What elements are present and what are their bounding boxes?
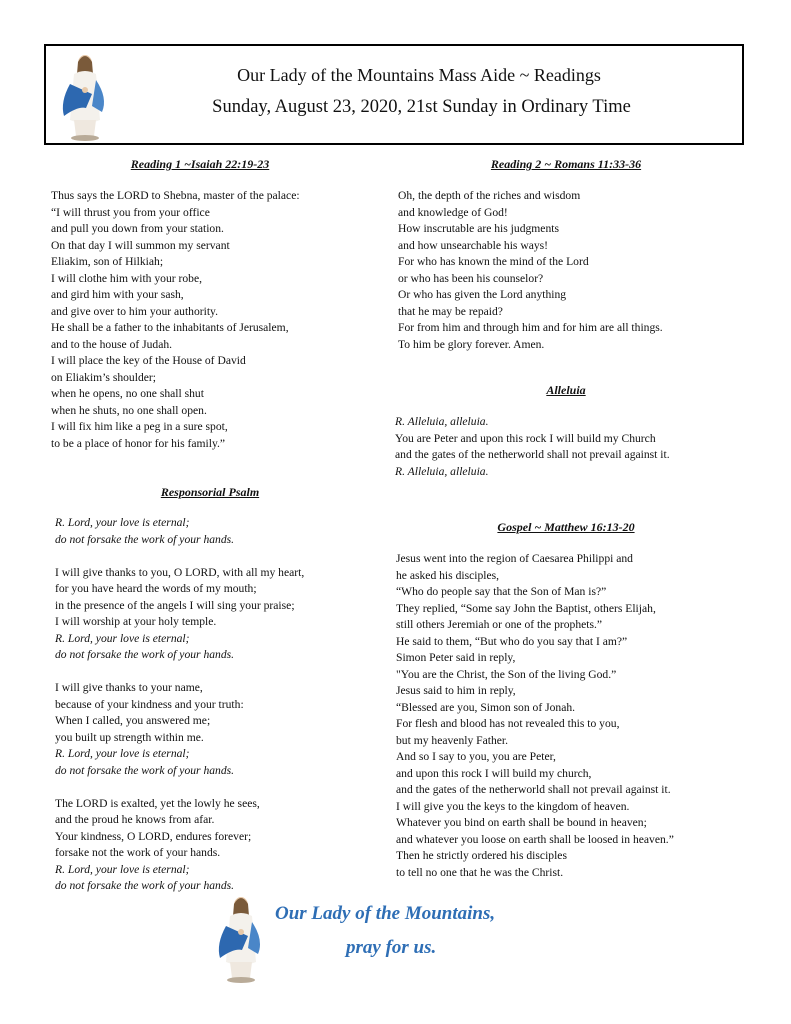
psalm-line: in the presence of the angels I will sing your praise; [55,598,295,612]
reading1-line: and pull you down from your station. [51,222,224,235]
alleluia-response: R. Alleluia, alleluia. [395,415,489,428]
alleluia-text [395,414,670,480]
psalm-text [55,515,304,895]
psalm-line: I will give thanks to your name, [55,681,203,694]
madonna-statue-icon [56,50,114,142]
gospel-heading: Gospel ~ Matthew 16:13-20 [497,520,635,534]
psalm-response: do not forsake the work of your hands. [55,879,235,892]
gospel-line: He said to them, “But who do you say that I am?” [396,634,628,648]
page-date: Sunday, August 23, 2020, 21st Sunday in Ordinary Time [212,97,631,117]
footer-prayer-line2: pray for us. [346,937,437,958]
footer-prayer-line1: Our Lady of the Mountains, [275,903,496,924]
psalm-response: R. Lord, your love is eternal; [55,516,190,529]
reading1-line: and gird him with your sash, [51,288,184,301]
psalm-line: I will give thanks to you, O LORD, with all my heart, [55,565,305,579]
reading1-line: when he shuts, no one shall open. [51,403,207,417]
psalm-line: you built up strength within me. [55,730,204,744]
reading2-line: For from him and through him and for him are all things. [398,321,663,334]
reading1-line: on Eliakim’s shoulder; [51,370,156,384]
gospel-line: They replied, “Some say John the Baptist, others Elijah, [396,601,656,615]
gospel-line: still others Jeremiah or one of the prophets.” [396,618,603,631]
psalm-line: The LORD is exalted, yet the lowly he sees, [55,796,260,810]
reading1-heading: Reading 1 ~Isaiah 22:19-23 [130,157,270,171]
reading1-line: and to the house of Judah. [51,337,173,351]
reading2-line: For who has known the mind of the Lord [398,255,589,268]
gospel-line: and the gates of the netherworld shall not prevail against it. [396,783,671,796]
reading2-line: To him be glory forever. Amen. [398,337,545,351]
reading2-line: and knowledge of God! [398,205,508,219]
reading2-line: that he may be repaid? [398,304,503,318]
alleluia-response: R. Alleluia, alleluia. [395,464,489,478]
psalm-line: I will worship at your holy temple. [55,615,217,628]
reading1-line: He shall be a father to the inhabitants of Jerusalem, [51,321,289,334]
reading1-line: and give over to him your authority. [51,304,218,318]
psalm-response: R. Lord, your love is eternal; [55,747,190,760]
gospel-line: "You are the Christ, the Son of the living God.” [396,667,617,681]
gospel-line: he asked his disciples, [396,568,500,582]
gospel-line: For flesh and blood has not revealed this to you, [396,717,620,730]
gospel-line: Jesus went into the region of Caesarea Philippi and [396,552,633,565]
gospel-line: “Who do people say that the Son of Man is?” [396,585,607,598]
page-title: Our Lady of the Mountains Mass Aide ~ Readings [237,65,601,85]
psalm-line: because of your kindness and your truth: [55,697,244,711]
reading1-line: Eliakim, son of Hilkiah; [51,255,164,268]
psalm-response: R. Lord, your love is eternal; [55,631,190,645]
reading2-text [398,188,663,353]
reading1-line: I will clothe him with your robe, [51,271,203,285]
psalm-response: R. Lord, your love is eternal; [55,862,190,876]
psalm-line: and the proud he knows from afar. [55,813,215,826]
reading1-line: On that day I will summon my servant [51,238,230,252]
gospel-line: And so I say to you, you are Peter, [396,750,556,763]
psalm-heading: Responsorial Psalm [160,485,260,499]
header-box [44,44,744,145]
gospel-line: Jesus said to him in reply, [396,684,516,697]
psalm-line: for you have heard the words of my mouth; [55,582,257,595]
gospel-line: “Blessed are you, Simon son of Jonah. [396,700,576,714]
reading1-line: “I will thrust you from your office [51,205,210,219]
reading1-text [51,188,300,452]
gospel-line: to tell no one that he was the Christ. [396,865,564,879]
reading2-heading: Reading 2 ~ Romans 11:33-36 [490,157,642,171]
psalm-response: do not forsake the work of your hands. [55,763,235,777]
reading1-line: to be a place of honor for his family.” [51,436,226,450]
psalm-line: forsake not the work of your hands. [55,846,221,859]
alleluia-line: and the gates of the netherworld shall not prevail against it. [395,448,670,461]
gospel-line: but my heavenly Father. [396,733,509,747]
reading2-line: Oh, the depth of the riches and wisdom [398,189,581,202]
gospel-line: I will give you the keys to the kingdom of heaven. [396,799,630,813]
madonna-statue-icon [212,892,270,984]
reading1-line: when he opens, no one shall shut [51,387,204,400]
psalm-response: do not forsake the work of your hands. [55,532,235,546]
reading1-line: I will fix him like a peg in a sure spot, [51,420,228,433]
gospel-line: and whatever you loose on earth shall be loosed in heaven.” [396,832,674,846]
reading2-line: How inscrutable are his judgments [398,222,559,235]
gospel-line: Then he strictly ordered his disciples [396,849,567,862]
reading2-line: or who has been his counselor? [398,271,544,285]
psalm-line: Your kindness, O LORD, endures forever; [55,829,252,843]
reading1-line: Thus says the LORD to Shebna, master of the palace: [51,189,300,202]
reading2-line: and how unsearchable his ways! [398,238,549,252]
gospel-line: and upon this rock I will build my church, [396,766,592,780]
gospel-text [396,551,674,881]
alleluia-heading: Alleluia [546,383,586,397]
reading1-line: I will place the key of the House of David [51,354,246,367]
gospel-line: Whatever you bind on earth shall be bound in heaven; [396,816,647,829]
psalm-line: When I called, you answered me; [55,714,211,727]
psalm-response: do not forsake the work of your hands. [55,648,235,661]
gospel-line: Simon Peter said in reply, [396,651,516,664]
reading2-line: Or who has given the Lord anything [398,288,567,301]
alleluia-line: You are Peter and upon this rock I will build my Church [395,431,656,445]
